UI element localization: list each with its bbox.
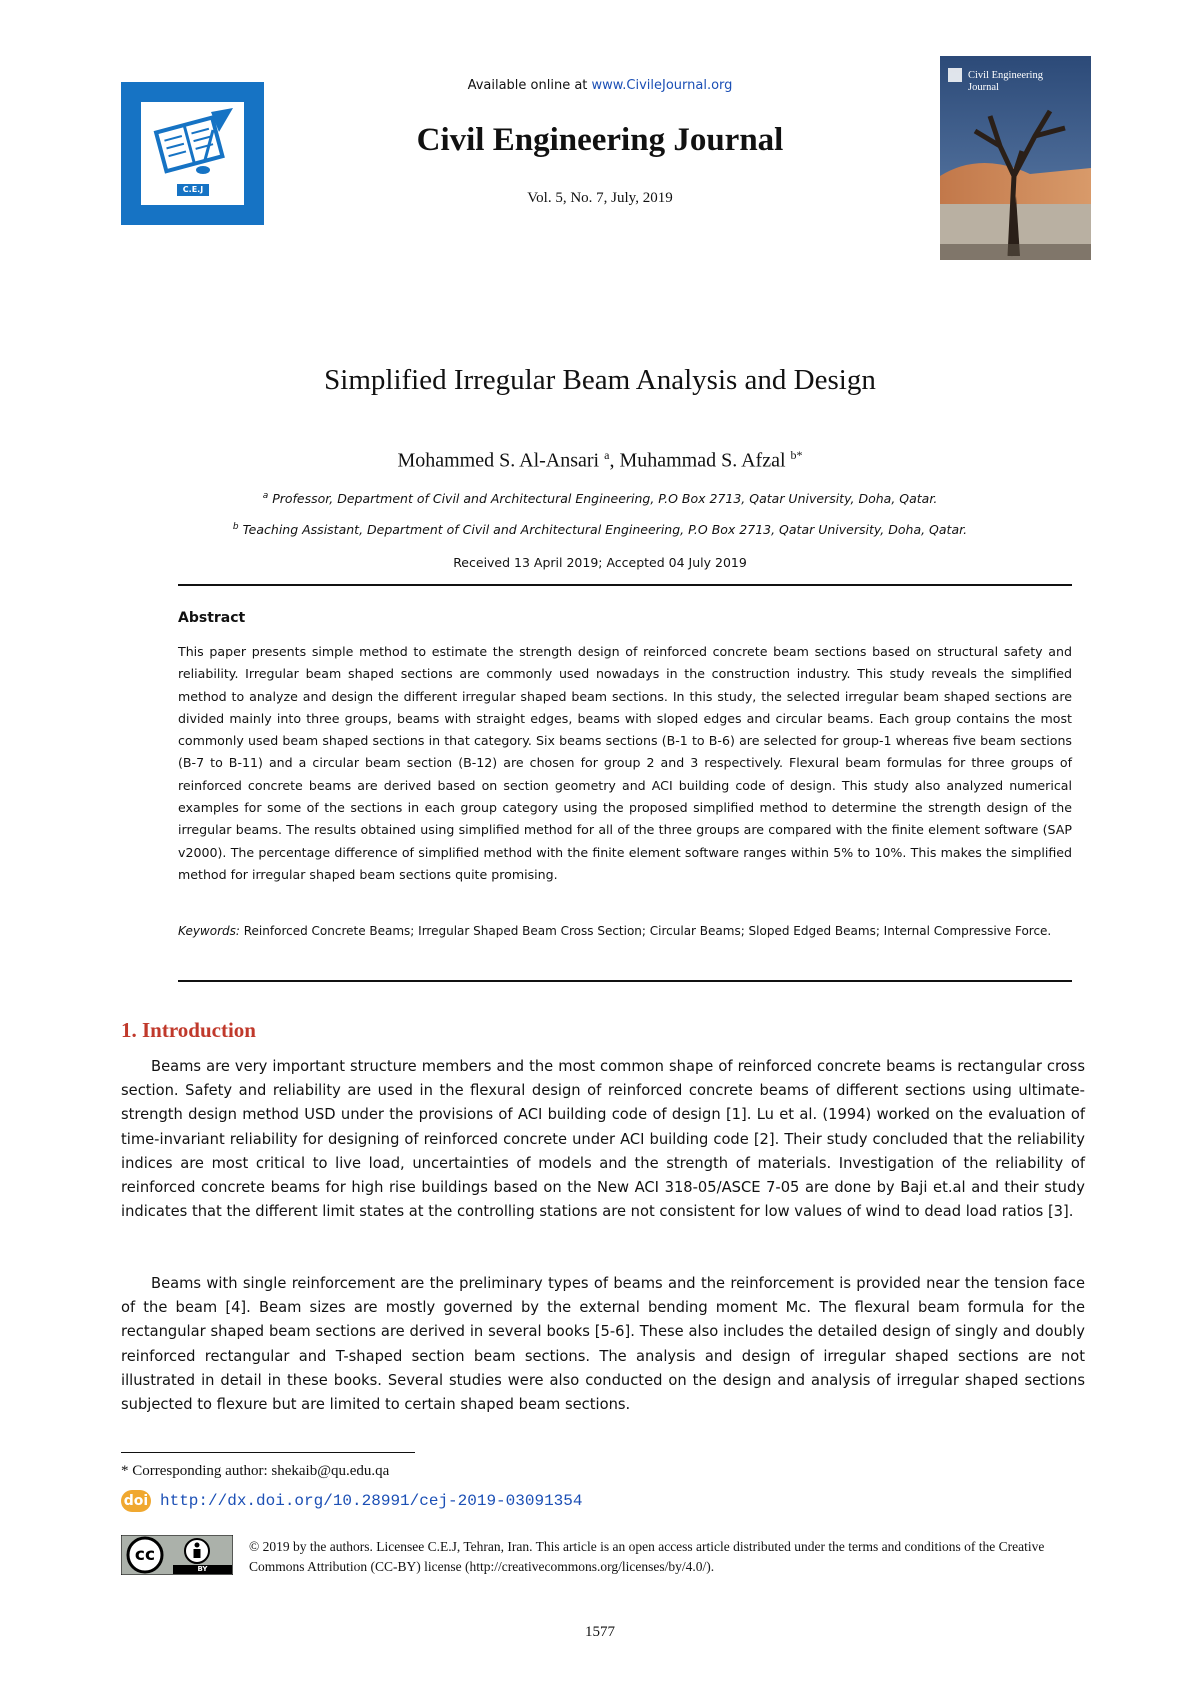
footnote-rule — [121, 1452, 415, 1453]
journal-cover-image — [940, 56, 1091, 260]
abstract-bottom-rule — [178, 980, 1072, 982]
journal-website-link[interactable]: www.CivileJournal.org — [591, 78, 733, 93]
intro-paragraph-2-text: Beams with single reinforcement are the preliminary types of beams and the reinforcement is provided near the tension face of the beam [4]. Beam sizes are mostly governed by the external bending moment Mc. The flexural beam formula for the rectangular shaped beam sections are derived in several books [5-6]. These also includes the detailed design of singly and doubly reinforced rectangular and T-shaped section beam sections. The analysis and design of irregular shaped sections are not illustrated in detail in these books. Several studies were also conducted on the design and analysis of irregular shaped sections subjected to flexure but are limited to certain shaped beam sections. — [121, 1275, 1085, 1414]
journal-logo — [121, 82, 264, 225]
author-1-affiliation-mark: a — [604, 448, 610, 462]
page-number: 1577 — [585, 1624, 615, 1640]
doi-icon: doi — [121, 1490, 151, 1512]
cover-title-line2: Journal — [968, 82, 999, 93]
author-1: Mohammed S. Al-Ansari — [397, 449, 605, 472]
keywords-list: Reinforced Concrete Beams; Irregular Shaped Beam Cross Section; Circular Beams; Sloped Edged Beams; Internal Compressive Force. — [239, 924, 1052, 938]
intro-paragraph-1-text: Beams are very important structure members and the most common shape of reinforced concrete beams is rectangular cross section. Safety and reliability are used in the flexural design of reinforced concrete beams of different sections using ultimate-strength design method USD under the provisions of ACI building code of design [1]. Lu et al. (1994) worked on the evaluation of time-invariant reliability for designing of reinforced concrete under ACI building code [2]. Their study concluded that the reliability indices are most critical to live load, uncertainties of models and the strength of materials. Investigation of the reliability of reinforced concrete beams for high rise buildings based on the New ACI 318-05/ASCE 7-05 are done by Baji et.al and their study indicates that the different limit states at the controlling stations are not consistent for low values of wind to dead load ratios [3]. — [121, 1058, 1085, 1221]
logo-label: C.E.J — [177, 184, 209, 196]
keywords-label: Keywords: — [178, 924, 240, 938]
affiliation-b — [60, 522, 1140, 537]
affiliation-b-text: Teaching Assistant, Department of Civil and Architectural Engineering, P.O Box 2713, Qatar University, Doha, Qatar. — [238, 522, 968, 538]
affiliation-b-mark: b — [232, 522, 239, 532]
affiliation-a-mark: a — [262, 491, 269, 501]
paper-title: Simplified Irregular Beam Analysis and Design — [324, 364, 876, 396]
corresponding-author: * Corresponding author: shekaib@qu.edu.qa — [121, 1463, 390, 1479]
availability-line — [300, 78, 900, 93]
by-label: BY — [197, 1565, 208, 1573]
affiliation-a — [60, 491, 1140, 506]
author-list — [60, 448, 1140, 473]
journal-title: Civil Engineering Journal — [416, 122, 784, 158]
abstract-heading: Abstract — [178, 610, 246, 626]
author-2: , Muhammad S. Afzal — [609, 449, 791, 472]
section-heading-introduction: 1. Introduction — [121, 1018, 256, 1042]
cc-by-badge[interactable] — [121, 1535, 233, 1575]
cover-title — [968, 70, 1043, 94]
keywords — [178, 921, 1072, 942]
logo-emblem — [141, 102, 244, 205]
license-text: © 2019 by the authors. Licensee C.E.J, Tehran, Iran. This article is an open access article distributed under the terms and conditions of the Creative Commons Attribution (CC-BY) license (http://creativecommons.org/licenses/by/4.0/). — [249, 1539, 1045, 1574]
cc-label: cc — [134, 1545, 156, 1565]
abstract-text: This paper presents simple method to estimate the strength design of reinforced concrete beam sections based on structural safety and reliability. Irregular beam shaped sections are commonly used nowadays in the construction industry. This study reveals the simplified method to analyze and design the different irregular shaped beam sections. In this study, the selected irregular beam shaped sections are divided mainly into three groups, beams with straight edges, beams with sloped edges and circular beams. Each group contains the most commonly used beam shaped sections in that category. Six beams sections (B-1 to B-6) are selected for group-1 whereas five beam sections (B-7 to B-11) and a circular beam section (B-12) are chosen for group 2 and 3 respectively. Flexural beam formulas for three groups of reinforced concrete beams are derived based on section geometry and ACI building code of design. This study also analyzed numerical examples for some of the sections in each group category using the proposed simplified method to determine the strength design of the irregular beams. The results obtained using simplified method for all of the three groups are compared with the finite element software (SAP v2000). The percentage difference of simplified method with the finite element software ranges within 5% to 10%. This makes the simplified method for irregular shaped beam sections quite promising. — [178, 644, 1072, 882]
doi-link[interactable]: http://dx.doi.org/10.28991/cej-2019-03091354 — [160, 1492, 583, 1510]
affiliation-a-text: Professor, Department of Civil and Architectural Engineering, P.O Box 2713, Qatar University, Doha, Qatar. — [268, 491, 938, 507]
availability-prefix: Available online at — [467, 78, 592, 93]
abstract-top-rule — [178, 584, 1072, 586]
author-2-affiliation-mark: b* — [790, 448, 803, 462]
intro-paragraph-1 — [121, 1055, 1085, 1224]
volume-info: Vol. 5, No. 7, July, 2019 — [527, 190, 673, 206]
received-dates: Received 13 April 2019; Accepted 04 July 2019 — [453, 555, 747, 570]
cover-title-line1: Civil Engineering — [968, 70, 1043, 81]
intro-paragraph-2 — [121, 1272, 1085, 1417]
